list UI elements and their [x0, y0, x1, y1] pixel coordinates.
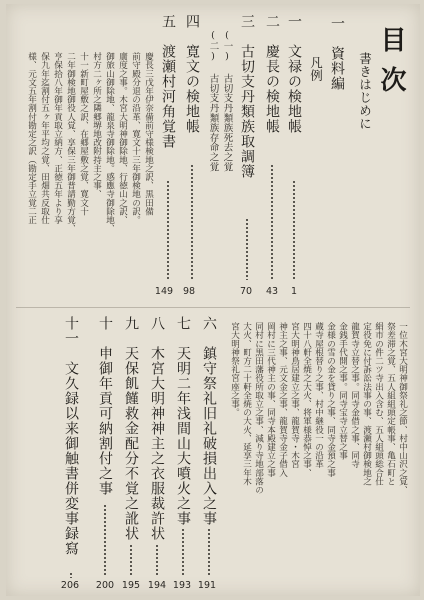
toc-entry-1: 一 文禄の検地帳 [286, 14, 302, 134]
toc-note-line: 廣度之事。木宮大明神御除地、行徳山之訳、 [117, 52, 128, 224]
toc-page-number: 43 [265, 286, 279, 297]
leader-dots [70, 572, 72, 578]
toc-entry-7: 七 天明二年浅間山大噴火之事 [175, 316, 191, 526]
page-title: 目次 [376, 26, 406, 106]
toc-entry-3: 三 古切支丹類族取調簿 [239, 14, 255, 179]
leader-dots [271, 164, 273, 280]
toc-page [6, 4, 420, 596]
toc-note-line: 一位木宮大明神御祭礼之節、村中山沢之覚、 [397, 322, 408, 494]
leader-dots [167, 180, 169, 280]
toc-note-line: 金様の雪の金を貸り之事、同寺金預之事 [325, 322, 336, 477]
toc-page-number: 195 [121, 580, 141, 591]
toc-note-line: 十一新町屋敷之訳、在郷屋敷之覚、寛文十 [78, 52, 89, 216]
toc-note-line: 龍賀寺立替之事。同寺金借之事、同寺 [349, 322, 360, 469]
toc-note-line: 宮大明神鳥居建立之事、龍賀寺・木宮 [289, 322, 300, 469]
toc-page-number: 98 [182, 286, 196, 297]
toc-note-line: 金銭手代開之事。同寺宝寺立替之事 [337, 322, 348, 460]
toc-page-number: 149 [154, 286, 174, 297]
toc-note-line: 様、元文五年割付勘定之訳（勘定手立覚二正 [26, 52, 37, 224]
toc-page-number: 194 [147, 580, 167, 591]
toc-page-number: 70 [239, 286, 253, 297]
toc-entry-notes: 凡例 [308, 56, 324, 82]
toc-entry-5: 五 渡瀬村河角覚書 [160, 14, 176, 149]
toc-note-line: 岡村に三代神主の事、同寺本殿建立之事 [265, 322, 276, 477]
toc-page-number: 193 [172, 580, 192, 591]
leader-dots [156, 544, 158, 576]
toc-note-line: 前守殿分退の沿革、寛文十三年御検地の訳。 [130, 52, 141, 224]
toc-note-line: 慶長三戊年伊奈備前守様検地之訳、黒田備 [143, 52, 154, 216]
leader-dots [191, 164, 193, 280]
toc-entry-preface: 書きはじめに [357, 52, 373, 130]
toc-note-line: 四十八軒全焼之大火、将軍様恭悼之事、 [301, 322, 312, 477]
toc-note-line: 亨保拾八年御年貢取立納方、正徳五年より享 [52, 52, 63, 224]
leader-dots [104, 504, 106, 576]
section-divider [16, 307, 410, 308]
toc-note-line: 村方二ヶ所之隣郷堺地改附持主之事、 [91, 52, 102, 199]
leader-dots [182, 528, 184, 576]
toc-note-line: 絹市の件二ツ寺出入含む、五人組頭総合仕 [373, 322, 384, 486]
toc-note-line: 大火、町方二十軒全焼の大火、延享三年木 [241, 322, 252, 486]
toc-note-line: 二年御検地御役人覚、享保三年御普請勤方覚、 [65, 52, 76, 233]
leader-dots [293, 180, 295, 280]
toc-subentry-2: (二) 古切支丹類族存命之覚 [207, 30, 219, 172]
toc-note-line: 神主之事、元文金之事、龍賀寺金子借入 [277, 322, 288, 477]
leader-dots [130, 544, 132, 576]
toc-page-number: 206 [60, 580, 80, 591]
toc-page-number: 191 [197, 580, 217, 591]
toc-entry-4: 四 寛文の検地帳 [184, 14, 200, 134]
toc-note-line: 同村に黒田藩役所取立之事、減り寺地部落の [253, 322, 264, 494]
toc-entry-6: 六 鎮守祭礼旧礼破損出入之事 [201, 316, 217, 526]
toc-entry-2: 二 慶長の検地帳 [264, 14, 280, 134]
toc-note-line: 保九年迄割付五ヶ年平均之覚、田畑共反取仕 [39, 52, 50, 224]
toc-note-line: 宮大明神祭礼宮座之事。 [229, 322, 240, 417]
toc-note-line: 祭差滞之覚、五人組組頭定帳事、亀石町と [385, 322, 396, 486]
toc-note-line: 御旅山御除地、龍泉寺御除地。感應寺御除地、 [104, 52, 115, 233]
toc-entry-10: 十 申御年貢可納割付之事 [97, 316, 113, 496]
toc-page-number: 1 [290, 286, 298, 297]
toc-note-line: 定役免に付訴訟法事の事、渡瀬村御検地之 [361, 322, 372, 486]
toc-entry-11: 十一 文久録以来御触書併変事録寫 [63, 316, 79, 556]
leader-dots [246, 218, 248, 280]
toc-note-line: 蔵寺屋根替り之事、村中継役一の沿革 [313, 322, 324, 469]
toc-page-number: 200 [95, 580, 115, 591]
toc-section-materials: 一 資料編 [329, 16, 345, 91]
leader-dots [208, 528, 210, 576]
toc-subentry-1: (一) 古切支丹類族死去之覚 [221, 30, 233, 172]
toc-entry-9: 九 天保飢饉救金配分不覚之訛状 [123, 316, 139, 541]
toc-entry-8: 八 木宮大明神神主之衣服裁許状 [149, 316, 165, 541]
